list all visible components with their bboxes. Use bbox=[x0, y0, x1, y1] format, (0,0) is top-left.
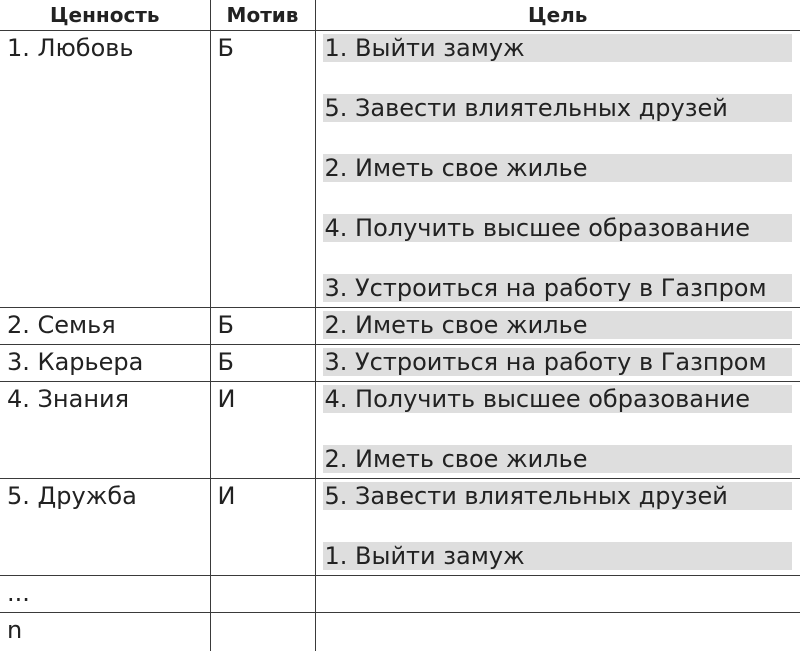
motive-cell bbox=[210, 308, 315, 345]
value-text: 1. Любовь bbox=[7, 34, 134, 62]
goal-item: 3. Устроиться на работу в Газпром bbox=[323, 274, 793, 302]
goal-item: 2. Иметь свое жилье bbox=[323, 445, 793, 473]
value-cell bbox=[0, 31, 210, 308]
motive-text: Б bbox=[217, 348, 234, 376]
motive-text: Б bbox=[217, 34, 234, 62]
goal-item: 2. Иметь свое жилье bbox=[323, 154, 793, 182]
value-text: 5. Дружба bbox=[7, 482, 137, 510]
goal-item: 5. Завести влиятельных друзей bbox=[323, 94, 793, 122]
value-text: ... bbox=[7, 579, 30, 607]
goal-item: 2. Иметь свое жилье bbox=[323, 311, 793, 339]
goal-cell bbox=[315, 308, 800, 345]
table-row bbox=[0, 576, 800, 613]
value-cell bbox=[0, 613, 210, 652]
value-cell bbox=[0, 308, 210, 345]
goal-list bbox=[316, 308, 800, 339]
goal-list bbox=[316, 345, 800, 376]
motive-text: И bbox=[217, 385, 236, 413]
goal-cell bbox=[315, 613, 800, 652]
motive-cell bbox=[210, 613, 315, 652]
goal-item: 4. Получить высшее образование bbox=[323, 214, 793, 242]
value-text: 4. Знания bbox=[7, 385, 130, 413]
goal-list bbox=[316, 31, 800, 302]
goal-item: 4. Получить высшее образование bbox=[323, 385, 793, 413]
goal-cell bbox=[315, 576, 800, 613]
goal-item: 3. Устроиться на работу в Газпром bbox=[323, 348, 793, 376]
goal-cell bbox=[315, 345, 800, 382]
goal-cell bbox=[315, 479, 800, 576]
motive-cell bbox=[210, 382, 315, 479]
goal-item: 5. Завести влиятельных друзей bbox=[323, 482, 793, 510]
goal-cell bbox=[315, 31, 800, 308]
header-value: Ценность bbox=[0, 0, 210, 31]
table-row bbox=[0, 345, 800, 382]
motive-cell bbox=[210, 479, 315, 576]
value-cell bbox=[0, 479, 210, 576]
table-row bbox=[0, 31, 800, 308]
header-row bbox=[0, 0, 800, 31]
table-row bbox=[0, 382, 800, 479]
motive-cell bbox=[210, 345, 315, 382]
value-text: 3. Карьера bbox=[7, 348, 144, 376]
value-cell bbox=[0, 345, 210, 382]
header-goal: Цель bbox=[315, 0, 800, 31]
goal-list bbox=[316, 382, 800, 473]
goal-item: 1. Выйти замуж bbox=[323, 34, 793, 62]
motive-cell bbox=[210, 31, 315, 308]
value-cell bbox=[0, 576, 210, 613]
value-text: 2. Семья bbox=[7, 311, 116, 339]
table-row bbox=[0, 308, 800, 345]
value-cell bbox=[0, 382, 210, 479]
header-motive: Мотив bbox=[210, 0, 315, 31]
motive-cell bbox=[210, 576, 315, 613]
goal-item: 1. Выйти замуж bbox=[323, 542, 793, 570]
table-row bbox=[0, 479, 800, 576]
table-row bbox=[0, 613, 800, 652]
value-text: n bbox=[7, 616, 23, 644]
goal-cell bbox=[315, 382, 800, 479]
goal-list bbox=[316, 479, 800, 570]
motive-text: Б bbox=[217, 311, 234, 339]
motive-text: И bbox=[217, 482, 236, 510]
